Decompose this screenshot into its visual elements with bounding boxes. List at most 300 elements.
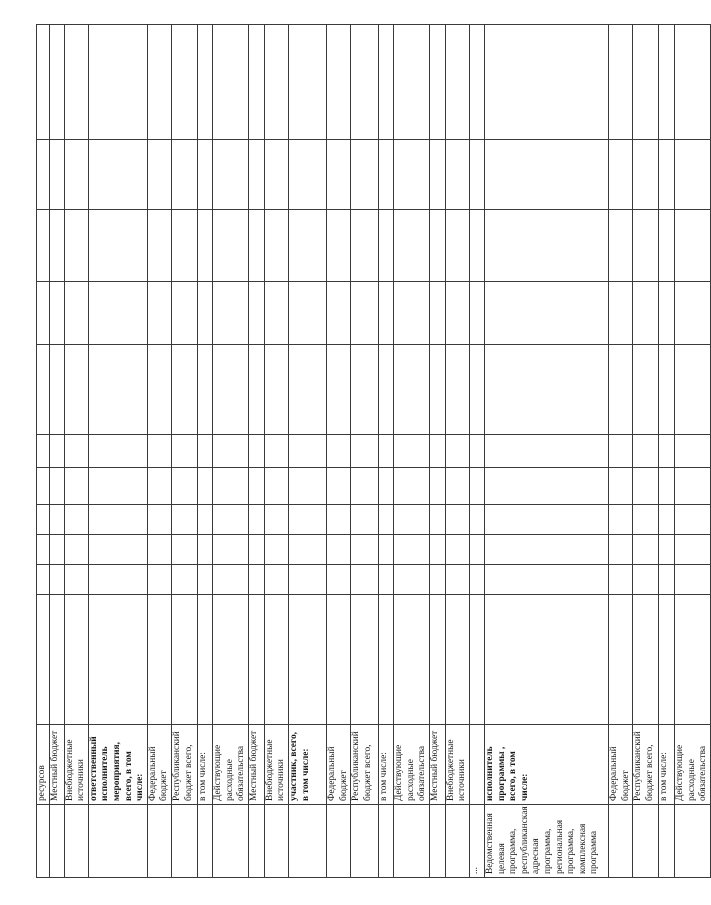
amount-cell [351,565,379,595]
amount-cell [351,25,379,140]
amount-cell [445,595,469,725]
amount-cell [264,435,288,468]
amount-cell [394,140,430,210]
amount-cell [675,210,711,282]
amount-cell [88,435,147,468]
funding-source-cell: Внебюджетные источники [64,725,88,805]
amount-cell [171,535,197,565]
amount-cell [288,505,326,535]
amount-cell [264,468,288,505]
amount-cell [326,282,350,345]
amount-cell [64,468,88,505]
amount-cell [147,535,171,565]
amount-cell [609,210,633,282]
amount-cell [248,505,264,535]
amount-cell [675,565,711,595]
funding-source-cell: Внебюджетные источники [445,725,469,805]
funding-source-cell: Местный бюджет [429,725,445,805]
amount-cell [394,282,430,345]
amount-cell [659,282,675,345]
amount-cell [351,282,379,345]
table-row [609,25,633,878]
funding-source-cell: ресурсов [37,725,50,805]
amount-cell [351,595,379,725]
amount-cell [485,210,609,282]
amount-cell [351,505,379,535]
amount-cell [264,505,288,535]
amount-cell [64,282,88,345]
amount-cell [49,140,64,210]
amount-cell [37,535,50,565]
amount-cell [351,210,379,282]
amount-cell [470,565,485,595]
amount-cell [212,282,248,345]
amount-cell [37,595,50,725]
amount-cell [171,435,197,468]
amount-cell [379,595,394,725]
amount-cell [394,435,430,468]
amount-cell [429,140,445,210]
table-row [212,25,248,878]
amount-cell [609,535,633,565]
amount-cell [470,595,485,725]
amount-cell [197,565,212,595]
amount-cell [147,345,171,435]
amount-cell [609,345,633,435]
amount-cell [37,25,50,140]
amount-cell [429,435,445,468]
amount-cell [470,505,485,535]
amount-cell [379,435,394,468]
program-name-cell [351,805,379,878]
amount-cell [37,565,50,595]
amount-cell [171,505,197,535]
amount-cell [394,505,430,535]
funding-source-cell: Действующие расходные обязательства [212,725,248,805]
amount-cell [445,345,469,435]
amount-cell [445,140,469,210]
amount-cell [633,140,659,210]
amount-cell [248,435,264,468]
amount-cell [394,535,430,565]
rotated-table-container [36,55,709,878]
amount-cell [88,535,147,565]
amount-cell [197,140,212,210]
funding-source-cell: Местный бюджет [248,725,264,805]
amount-cell [248,140,264,210]
funding-source-cell: участник, всего, в том числе: [288,725,326,805]
amount-cell [675,435,711,468]
table-row [429,25,445,878]
amount-cell [248,345,264,435]
funding-source-cell: в том числе: [379,725,394,805]
amount-cell [659,140,675,210]
funding-source-cell: Федеральный бюджет [147,725,171,805]
amount-cell [288,25,326,140]
funding-source-cell: Местный бюджет [49,725,64,805]
amount-cell [326,565,350,595]
amount-cell [88,505,147,535]
amount-cell [485,25,609,140]
amount-cell [633,505,659,535]
amount-cell [351,140,379,210]
amount-cell [197,210,212,282]
amount-cell [212,505,248,535]
program-name-cell [659,805,675,878]
amount-cell [394,565,430,595]
program-name-cell [445,805,469,878]
program-name-cell: Ведомственная целевая программа, республиканская адресная программа, региональная программа, комплексная программа [485,805,609,878]
amount-cell [609,282,633,345]
funding-source-cell: Республиканский бюджет всего, [171,725,197,805]
amount-cell [633,468,659,505]
amount-cell [429,468,445,505]
amount-cell [147,282,171,345]
amount-cell [633,535,659,565]
amount-cell [37,140,50,210]
amount-cell [659,505,675,535]
amount-cell [88,140,147,210]
table-row [197,25,212,878]
amount-cell [147,435,171,468]
amount-cell [37,282,50,345]
amount-cell [49,535,64,565]
amount-cell [37,468,50,505]
program-name-cell [49,805,64,878]
funding-source-cell: Действующие расходные обязательства [394,725,430,805]
amount-cell [288,535,326,565]
amount-cell [633,345,659,435]
program-name-cell [675,805,711,878]
amount-cell [288,565,326,595]
table-row [171,25,197,878]
amount-cell [326,140,350,210]
amount-cell [64,210,88,282]
amount-cell [485,282,609,345]
amount-cell [264,25,288,140]
amount-cell [248,468,264,505]
amount-cell [288,345,326,435]
funding-source-cell: Федеральный бюджет [609,725,633,805]
amount-cell [171,25,197,140]
amount-cell [264,535,288,565]
amount-cell [288,210,326,282]
amount-cell [212,25,248,140]
amount-cell [64,435,88,468]
amount-cell [248,210,264,282]
amount-cell [212,435,248,468]
amount-cell [37,345,50,435]
amount-cell [445,535,469,565]
amount-cell [445,210,469,282]
table-row [248,25,264,878]
amount-cell [633,435,659,468]
amount-cell [429,25,445,140]
amount-cell [659,345,675,435]
amount-cell [675,505,711,535]
amount-cell [171,210,197,282]
amount-cell [485,535,609,565]
amount-cell [394,595,430,725]
amount-cell [288,595,326,725]
amount-cell [445,505,469,535]
amount-cell [659,25,675,140]
table-row [264,25,288,878]
amount-cell [171,140,197,210]
amount-cell [379,345,394,435]
amount-cell [49,595,64,725]
program-name-cell [429,805,445,878]
amount-cell [429,345,445,435]
amount-cell [64,595,88,725]
amount-cell [64,505,88,535]
table-row [485,25,609,878]
amount-cell [445,25,469,140]
amount-cell [659,565,675,595]
program-name-cell [379,805,394,878]
table-row [659,25,675,878]
amount-cell [470,345,485,435]
amount-cell [485,505,609,535]
program-name-cell [37,805,50,878]
amount-cell [609,140,633,210]
amount-cell [288,468,326,505]
amount-cell [197,535,212,565]
funding-source-cell [470,725,485,805]
amount-cell [470,535,485,565]
table-row [88,25,147,878]
funding-source-cell: Действующие расходные обязательства [675,725,711,805]
amount-cell [351,435,379,468]
amount-cell [264,595,288,725]
amount-cell [485,345,609,435]
amount-cell [326,210,350,282]
amount-cell [445,468,469,505]
amount-cell [429,210,445,282]
amount-cell [485,140,609,210]
amount-cell [212,535,248,565]
amount-cell [659,535,675,565]
table-row [147,25,171,878]
amount-cell [659,468,675,505]
amount-cell [64,345,88,435]
amount-cell [675,345,711,435]
amount-cell [379,25,394,140]
table-row [64,25,88,878]
amount-cell [49,565,64,595]
amount-cell [147,210,171,282]
table-row [470,25,485,878]
amount-cell [351,535,379,565]
funding-source-cell: в том числе: [197,725,212,805]
amount-cell [445,282,469,345]
amount-cell [64,140,88,210]
amount-cell [675,282,711,345]
amount-cell [675,25,711,140]
amount-cell [485,468,609,505]
amount-cell [49,210,64,282]
amount-cell [470,468,485,505]
funding-source-cell: Внебюджетные источники [264,725,288,805]
amount-cell [88,345,147,435]
table-row [445,25,469,878]
amount-cell [88,468,147,505]
amount-cell [171,565,197,595]
program-name-cell [171,805,197,878]
amount-cell [675,468,711,505]
amount-cell [147,468,171,505]
amount-cell [147,25,171,140]
amount-cell [88,210,147,282]
program-name-cell [147,805,171,878]
program-name-cell: ... [470,805,485,878]
program-name-cell [88,805,147,878]
table-row [288,25,326,878]
amount-cell [394,345,430,435]
amount-cell [379,468,394,505]
table-row [49,25,64,878]
amount-cell [633,210,659,282]
funding-sources-table [36,24,711,878]
amount-cell [379,535,394,565]
amount-cell [49,505,64,535]
funding-source-cell: Федеральный бюджет [326,725,350,805]
amount-cell [379,505,394,535]
funding-source-cell: Республиканский бюджет всего, [351,725,379,805]
amount-cell [212,210,248,282]
table-row [379,25,394,878]
amount-cell [445,435,469,468]
amount-cell [147,505,171,535]
table-row [633,25,659,878]
amount-cell [88,25,147,140]
amount-cell [675,140,711,210]
amount-cell [379,140,394,210]
amount-cell [633,25,659,140]
amount-cell [288,435,326,468]
amount-cell [212,345,248,435]
table-row [675,25,711,878]
amount-cell [248,282,264,345]
amount-cell [264,210,288,282]
amount-cell [64,535,88,565]
amount-cell [248,25,264,140]
table-row [326,25,350,878]
amount-cell [326,505,350,535]
amount-cell [429,282,445,345]
amount-cell [264,565,288,595]
amount-cell [326,25,350,140]
program-name-cell [326,805,350,878]
amount-cell [609,25,633,140]
amount-cell [37,210,50,282]
amount-cell [429,505,445,535]
amount-cell [351,345,379,435]
amount-cell [394,210,430,282]
amount-cell [326,595,350,725]
amount-cell [49,345,64,435]
amount-cell [212,468,248,505]
amount-cell [429,535,445,565]
amount-cell [248,535,264,565]
program-name-cell [212,805,248,878]
amount-cell [88,595,147,725]
amount-cell [379,282,394,345]
amount-cell [264,140,288,210]
amount-cell [675,595,711,725]
amount-cell [49,282,64,345]
amount-cell [609,468,633,505]
amount-cell [326,435,350,468]
table-row [351,25,379,878]
amount-cell [470,435,485,468]
amount-cell [633,282,659,345]
amount-cell [351,468,379,505]
amount-cell [264,345,288,435]
amount-cell [485,595,609,725]
amount-cell [212,595,248,725]
amount-cell [147,140,171,210]
amount-cell [171,468,197,505]
amount-cell [379,565,394,595]
amount-cell [197,282,212,345]
amount-cell [470,25,485,140]
amount-cell [609,505,633,535]
amount-cell [64,25,88,140]
amount-cell [609,565,633,595]
table-row [37,25,50,878]
funding-source-cell: исполнитель программы , всего, в том числе: [485,725,609,805]
amount-cell [633,595,659,725]
amount-cell [197,435,212,468]
amount-cell [394,25,430,140]
program-name-cell [264,805,288,878]
funding-source-cell: в том числе: [659,725,675,805]
program-name-cell [394,805,430,878]
amount-cell [197,595,212,725]
amount-cell [394,468,430,505]
amount-cell [64,565,88,595]
amount-cell [326,535,350,565]
amount-cell [88,282,147,345]
amount-cell [288,282,326,345]
amount-cell [485,435,609,468]
amount-cell [326,345,350,435]
amount-cell [171,282,197,345]
amount-cell [49,468,64,505]
funding-source-cell: Республиканский бюджет всего, [633,725,659,805]
amount-cell [212,140,248,210]
program-name-cell [248,805,264,878]
program-name-cell [609,805,633,878]
amount-cell [147,565,171,595]
program-name-cell [288,805,326,878]
amount-cell [659,210,675,282]
amount-cell [326,468,350,505]
amount-cell [470,140,485,210]
amount-cell [197,468,212,505]
amount-cell [171,345,197,435]
amount-cell [49,435,64,468]
program-name-cell [197,805,212,878]
amount-cell [248,565,264,595]
funding-source-cell: ответственный исполнитель мероприятия, всего, в том числе: [88,725,147,805]
amount-cell [659,595,675,725]
amount-cell [609,595,633,725]
amount-cell [633,565,659,595]
amount-cell [248,595,264,725]
amount-cell [264,282,288,345]
